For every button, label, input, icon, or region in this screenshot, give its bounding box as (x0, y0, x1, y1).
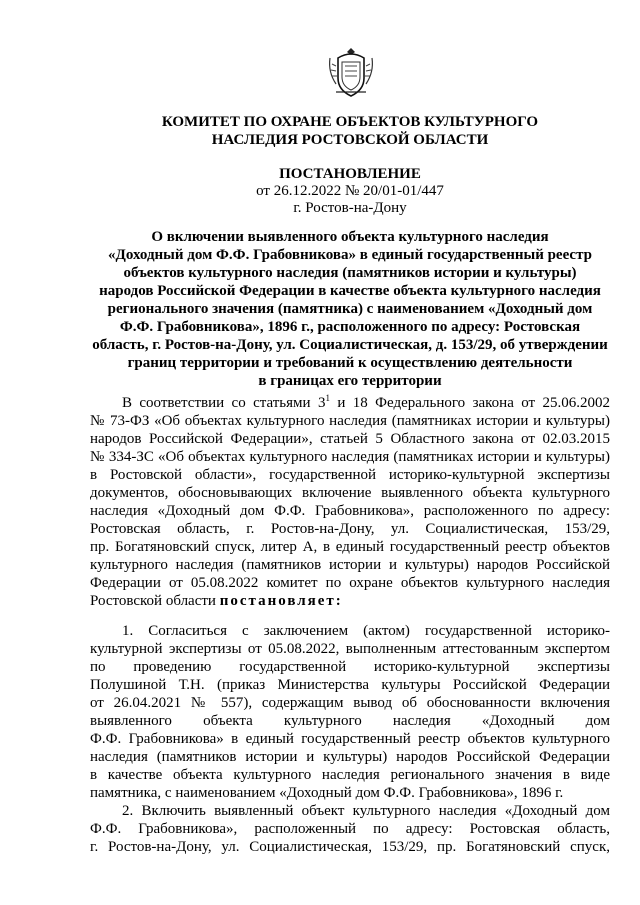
heading-line: в границах его территории (258, 373, 442, 389)
item-1-line: Полушиной Т.Н. (приказ Министерства культуры Российской Федерации (90, 677, 610, 693)
item-1-line: наследия (памятников истории и культуры) народов Российской Федерации (90, 749, 610, 765)
committee-name-line: НАСЛЕДИЯ РОСТОВСКОЙ ОБЛАСТИ (211, 132, 489, 148)
preamble-line: в Ростовской области», государственной историко-культурной экспертизы (90, 467, 610, 483)
preamble-line: Федерации от 05.08.2022 комитет по охране объектов культурного наследия (90, 575, 610, 591)
heading-line: О включении выявленного объекта культурного наследия (151, 229, 549, 245)
article-superscript: 1 (325, 393, 330, 403)
item-2-line: 2. Включить выявленный объект культурного наследия «Доходный дом (122, 803, 610, 819)
committee-name (90, 113, 610, 149)
preamble-line: № 73-ФЗ «Об объектах культурного наследия (памятниках истории и культуры) (90, 413, 610, 429)
item-1-line: культурной экспертизы от 05.08.2022, выполненным аттестованным экспертом (90, 641, 610, 657)
heading-line: границ территории и требований к осуществлению деятельности (127, 355, 573, 371)
item-1-paragraph (90, 622, 610, 802)
decree-heading (90, 228, 610, 390)
preamble-line: № 334-ЗС «Об объектах культурного наследия (памятниках истории и культуры) (90, 449, 610, 465)
item-1-line: выявленного объекта культурного наследия «Доходный дом (90, 713, 610, 729)
item-1-line: от 26.04.2021 № 557), содержащим вывод об обоснованности включения (90, 695, 610, 711)
preamble-line: культурного наследия (памятников истории и культуры) народов Российской (90, 557, 610, 573)
preamble-paragraph (90, 394, 610, 610)
heading-line: регионального значения (памятника) с наименованием «Доходный дом (107, 301, 593, 317)
item-2-paragraph (90, 802, 610, 856)
item-1-line: 1. Согласиться с заключением (актом) государственной историко- (122, 623, 610, 639)
preamble-line: пр. Богатяновский спуск, литер А, в единый государственный реестр объектов (90, 539, 610, 555)
item-2-line: г. Ростов-на-Дону, ул. Социалистическая, 153/29, пр. Богатяновский спуск, (90, 839, 610, 855)
item-1-line: в качестве объекта культурного наследия регионального значения в виде (90, 767, 610, 783)
preamble-line: документов, обосновывающих включение выявленного объекта культурного (90, 485, 610, 501)
decree-place: г. Ростов-на-Дону (293, 200, 407, 216)
heading-line: народов Российской Федерации в качестве объекта культурного наследия (99, 283, 601, 299)
preamble-line: Ростовская область, г. Ростов-на-Дону, ул. Социалистическая, 153/29, (90, 521, 610, 537)
heading-line: область, г. Ростов-на-Дону, ул. Социалистическая, д. 153/29, об утверждении (92, 337, 608, 353)
heading-line: объектов культурного наследия (памятников истории и культуры) (123, 265, 577, 281)
item-2-line: Ф.Ф. Грабовникова», расположенный по адресу: Ростовская область, (90, 821, 610, 837)
item-1-line: памятника, с наименованием «Доходный дом Ф.Ф. Грабовникова», 1896 г. (90, 785, 564, 801)
preamble-line: В соответствии со статьями $3^1$ и 18 Федерального закона от 25.06.2002 (122, 393, 611, 411)
preamble-line: Ростовской области постановляет: (90, 593, 343, 609)
item-1-line: Ф.Ф. Грабовникова» в единый государственный реестр объектов культурного (90, 731, 610, 747)
item-1-line: по проведению государственной историко-культурной экспертизы (90, 659, 610, 675)
heading-line: «Доходный дом Ф.Ф. Грабовникова» в единый государственный реестр (108, 247, 592, 263)
preamble-line: наследия «Доходный дом Ф.Ф. Грабовникова», расположенного по адресу: (90, 503, 610, 519)
heading-line: Ф.Ф. Грабовникова», 1896 г., расположенного по адресу: Ростовская (119, 319, 581, 335)
resolves-word: постановляет: (219, 593, 343, 609)
decree-title: ПОСТАНОВЛЕНИЕ (279, 166, 421, 182)
coat-of-arms-icon (326, 44, 376, 99)
preamble-line: народов Российской Федерации», статьей 5 Областного закона от 02.03.2015 (90, 431, 610, 447)
decree-date-number: от 26.12.2022 № 20/01-01/447 (256, 183, 444, 199)
committee-name-line: КОМИТЕТ ПО ОХРАНЕ ОБЪЕКТОВ КУЛЬТУРНОГО (161, 114, 539, 130)
